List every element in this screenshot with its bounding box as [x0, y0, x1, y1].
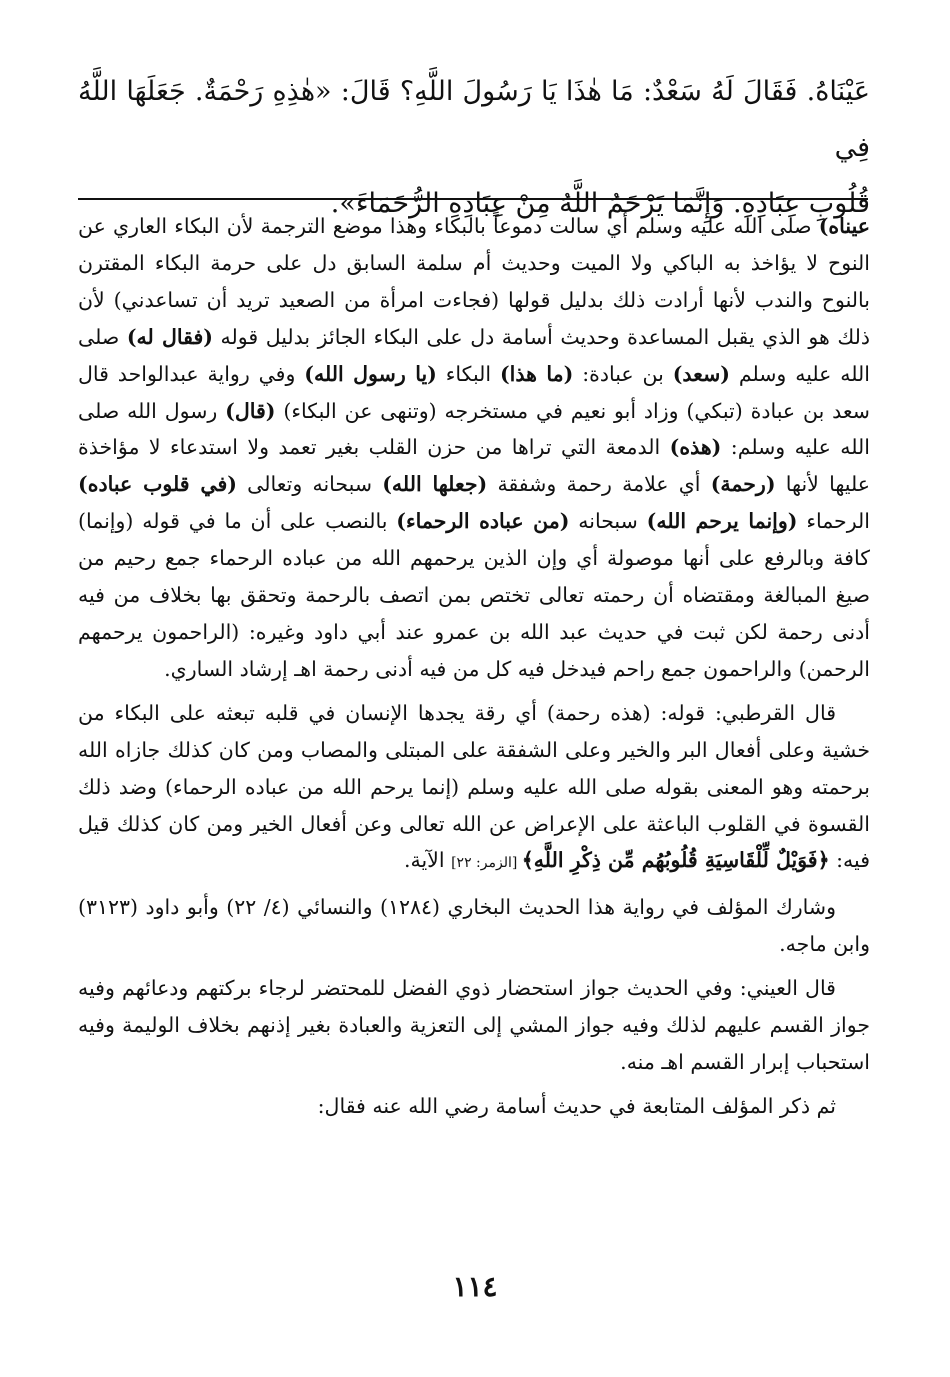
text-run: الدمعة التي تراها من حزن القلب بغير تعمد ولا استدعاء لا مؤاخذة عليها لأنها [78, 435, 870, 497]
bold-quote: (في قلوب عباده) [78, 472, 237, 497]
commentary-paragraph [78, 695, 870, 883]
hadith-line: عَيْنَاهُ. فَقَالَ لَهُ سَعْدٌ: مَا هٰذَا يَا رَسُولَ اللَّهِ؟ قَالَ: «هٰذِهِ رَحْمَةٌ. جَعَلَهَا اللَّهُ فِي [78, 76, 870, 163]
bold-quote: (من عباده الرحماء) [396, 509, 570, 534]
text-run: بالنصب على أن ما في قوله (وإنما) كافة وبالرفع على أنها موصولة أي وإن الذين يرحمهم الله من عباده الرحماء جمع رحيم من صيغ المبالغة ومقتضاه أن رحمته تعالى تختص بمن اتصف بالرحمة وتحقق بها بخلاف من فيه أدنى رحمة لكن ثبت في حديث عبد الله بن عمرو عند أبي داود وغيره: (الراحمون يرحمهم الرحمن) والراحمون جمع راحم فيدخل فيه كل من فيه أدنى رحمة اهـ إرشاد الساري. [78, 509, 870, 681]
footnote-divider [78, 198, 868, 200]
bold-quote: عيناه) [818, 214, 870, 238]
text-run: صلى الله عليه وسلم [78, 324, 870, 386]
bold-quote: (وإنما يرحم الله) [646, 509, 798, 534]
text-run: الرحماء [797, 509, 870, 534]
bold-quote: (هذه) [669, 435, 722, 460]
bold-quote: (جعلها الله) [382, 472, 488, 497]
bold-quote: (فقال له) [126, 324, 213, 349]
commentary-paragraph [78, 208, 870, 688]
commentary-paragraph: وشارك المؤلف في رواية هذا الحديث البخاري (١٢٨٤) والنسائي (٤/ ٢٢) وأبو داود (٣١٢٣) وابن ماجه. [78, 895, 870, 957]
page-number: ١١٤ [452, 1270, 498, 1303]
text-run: البكاء [436, 361, 500, 386]
text-run: أي علامة رحمة وشفقة [487, 472, 711, 497]
verse-reference: [الزمر: ٢٢] [451, 855, 522, 872]
bold-quote: (رحمة) [710, 472, 776, 497]
text-run: صلى الله عليه وسلم أي سالت دموعاً بالبكاء وهذا موضع الترجمة لأن البكاء العاري عن النوح لا يؤاخذ به الباكي ولا الميت وحديث أم سلمة السابق دل على حرمة البكاء المقترن بالنوح والندب لأنها أرادت ذلك بدليل قولها (فجاءت امرأة من الصعيد تريد أن تساعدني) لأن ذلك هو الذي يقبل المساعدة وحديث أسامة دل على البكاء الجائز بدليل قوله [78, 214, 870, 349]
quran-verse: ﴿فَوَيْلٌ لِّلْقَاسِيَةِ قُلُوبُهُم مِّن ذِكْرِ اللَّهِ﴾ [521, 848, 830, 873]
text-run: الآية. [403, 848, 452, 873]
text-run: رسول الله صلى الله عليه وسلم: [78, 398, 870, 460]
bold-quote: (قال) [225, 398, 276, 423]
hadith-text [78, 64, 870, 232]
text-run: سبحانه [569, 509, 647, 534]
hadith-line: قُلُوبِ عِبَادِهِ. وَإِنَّمَا يَرْحَمُ اللَّهُ مِنْ عِبَادِهِ الرُّحَمَاءَ». [330, 188, 870, 219]
text-run: بن عبادة: [573, 361, 673, 386]
commentary-paragraph: ثم ذكر المؤلف المتابعة في حديث أسامة رضي الله عنه فقال: [317, 1093, 836, 1118]
commentary-text [78, 208, 870, 1125]
bold-quote: (سعد) [672, 361, 730, 386]
commentary-paragraph: قال العيني: وفي الحديث جواز استحضار ذوي الفضل للمحتضر لرجاء بركتهم ودعائهم وفيه جواز القسم عليهم لذلك وفيه جواز المشي إلى التعزية والعبادة بغير إذنهم بخلاف الوليمة وفيه استحباب إبرار القسم اهـ منه. [78, 976, 870, 1074]
text-run: سبحانه وتعالى [236, 472, 383, 497]
text-run: وفي رواية عبدالواحد قال سعد بن عبادة (تبكي) وزاد أبو نعيم في مستخرجه (وتنهى عن البكاء) [78, 361, 870, 423]
bold-quote: (يا رسول الله) [304, 361, 437, 386]
text-run: قال القرطبي: قوله: (هذه رحمة) أي رقة يجدها الإنسان في قلبه تبعثه على البكاء من خشية وعلى أفعال البر والخير وعلى الشفقة على المبتلى والمصاب ومن كان كذلك جازاه الله برحمته وهو المعنى بقوله صلى الله عليه وسلم (إنما يرحم الله من عباده الرحماء) وضد ذلك القسوة في القلوب الباعثة على الإعراض عن الله تعالى وعن أفعال الخير ومن كان كذلك قيل فيه: [78, 700, 870, 873]
bold-quote: (ما هذا) [499, 361, 574, 386]
